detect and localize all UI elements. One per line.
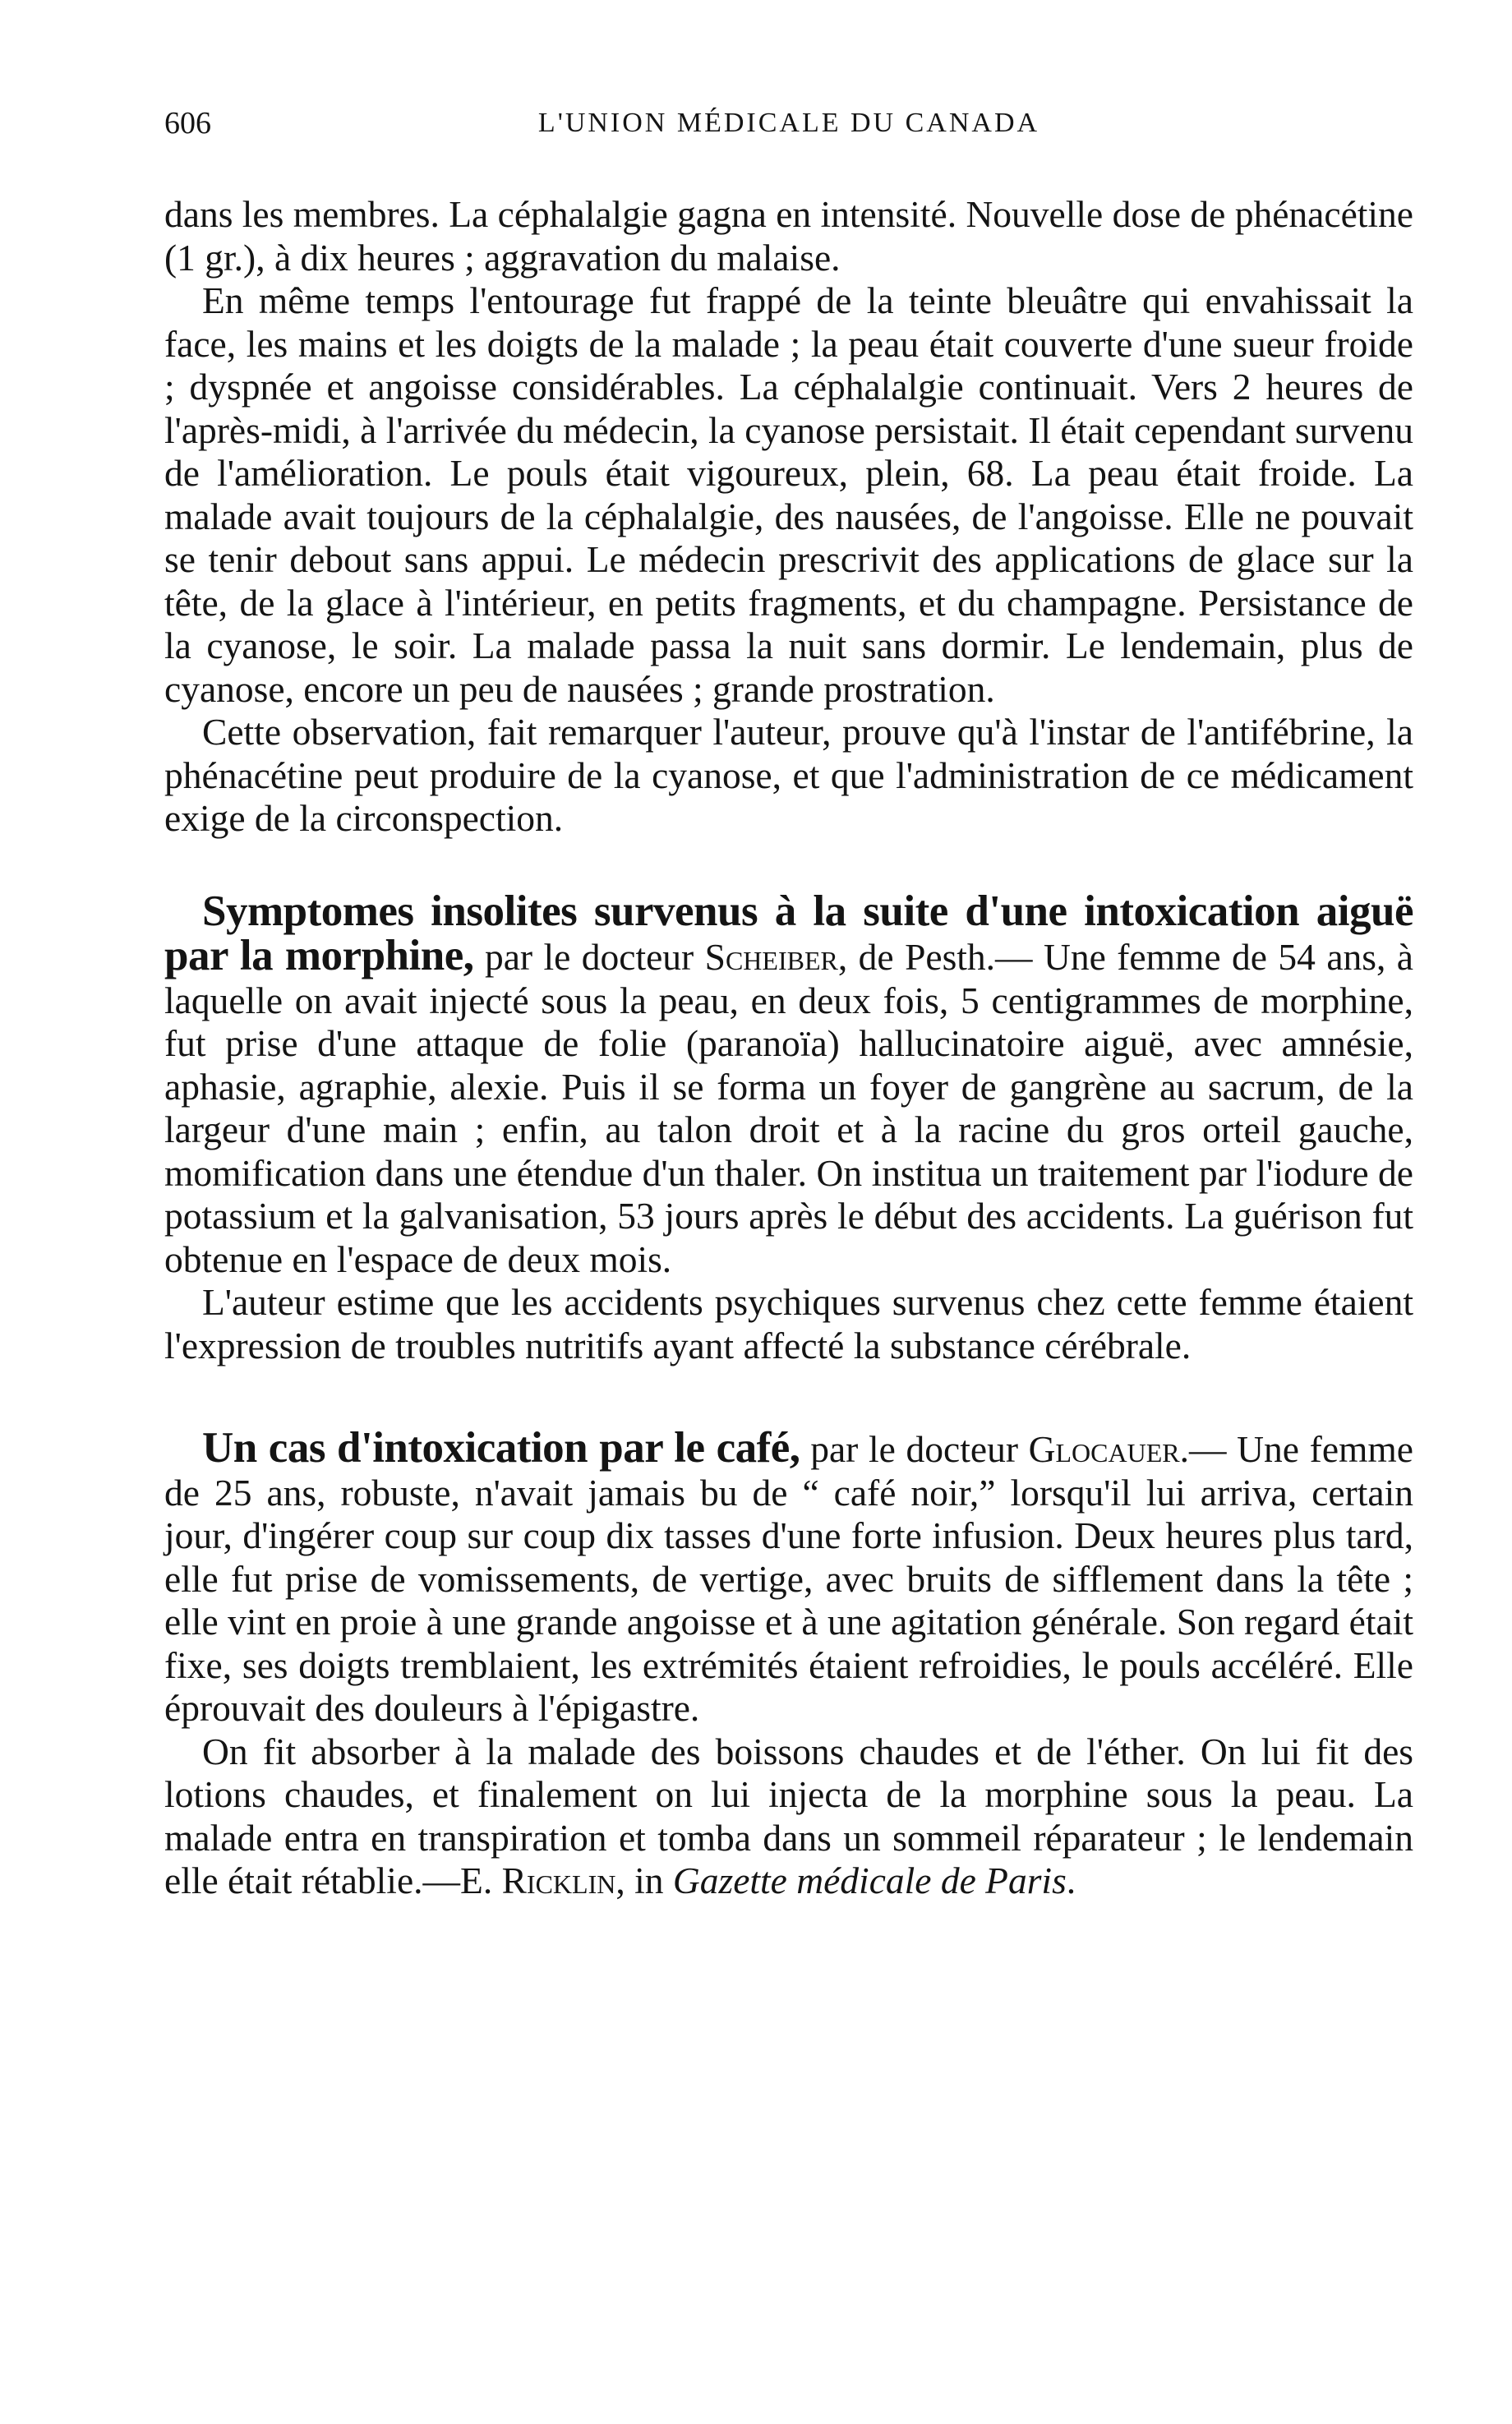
article-heading: Symptomes insolites survenus à la suite d'une intoxication aiguë par la morphine,	[164, 887, 1413, 979]
article-paragraph: L'auteur estime que les accidents psychiques survenus chez cette femme étaient l'expression de troubles nutritifs ayant affecté la substance cérébrale.	[164, 1281, 1413, 1366]
source-in: , in	[615, 1859, 673, 1901]
page	[164, 99, 1413, 1903]
article-body: Une femme de 54 ans, à laquelle on avait injecté sous la peau, en deux fois, 5 centigrammes de morphine, fut prise d'une attaque de folie (paranoïa) hallucinatoire aiguë, avec amnésie, aphasie, agraphie, alexie. Puis il se forma un foyer de gangrène au sacrum, de la largeur d'une main ; enfin, au talon droit et à la racine du gros orteil gauche, momification dans une étendue d'un thaler. On institua un traitement par l'iodure de potassium et la galvanisation, 53 jours après le début des accidents. La guérison fut obtenue en l'espace de deux mois.	[164, 936, 1414, 1280]
article-paragraph	[164, 887, 1414, 1282]
intro-section	[164, 193, 1413, 841]
source-separator: —	[422, 1859, 461, 1901]
intro-paragraph: Cette observation, fait remarquer l'auteur, prouve qu'à l'instar de l'antifébrine, la phénacétine peut produire de la cyanose, et que l'administration de ce médicament exige de la circonspection.	[164, 711, 1413, 839]
source-author: E. Ricklin	[460, 1859, 616, 1901]
page-header	[164, 99, 1413, 148]
article-paragraph	[164, 1426, 1413, 1730]
page-body	[164, 193, 1413, 1903]
byline-place: , de Pesth.—	[837, 936, 1033, 978]
article-body: Une femme de 25 ans, robuste, n'avait jamais bu de “ café noir,” lorsqu'il lui arriva, certain jour, d'ingérer coup sur coup dix tasses d'une forte infusion. Deux heures plus tard, elle fut prise de vomissements, de vertige, avec bruits de sifflement dans la tête ; elle vint en proie à une grande angoisse et à une agitation générale. Son regard était fixe, ses doigts tremblaient, les extrémités étaient refroidies, le pouls accéléré. Elle éprouvait des douleurs à l'épigastre.	[164, 1428, 1413, 1729]
source-journal: Gazette médicale de Paris	[672, 1859, 1067, 1901]
byline-place: .—	[1179, 1428, 1227, 1470]
byline-prefix: par le docteur	[473, 936, 705, 978]
author-name: Glocauer	[1028, 1428, 1180, 1470]
intro-paragraph: En même temps l'entourage fut frappé de la teinte bleuâtre qui envahissait la face, les mains et les doigts de la malade ; la peau était couverte d'une sueur froide ; dyspnée et angoisse considérables. La céphalalgie continuait. Vers 2 heures de l'après-midi, à l'arrivée du médecin, la cyanose persistait. Il était cependant survenu de l'amélioration. Le pouls était vigoureux, plein, 68. La peau était froide. La malade avait toujours de la céphalalgie, des nausées, de l'angoisse. Elle ne pouvait se tenir debout sans appui. Le médecin prescrivit des applications de glace sur la tête, de la glace à l'intérieur, en petits fragments, et du champagne. Persistance de la cyanose, le soir. La malade passa la nuit sans dormir. Le lendemain, plus de cyanose, encore un peu de nausées ; grande prostration.	[164, 279, 1413, 710]
page-number: 606	[164, 106, 211, 141]
article-cafe	[164, 1426, 1413, 1903]
article-paragraph	[164, 1730, 1413, 1903]
article-morphine	[164, 887, 1414, 1368]
byline-prefix: par le docteur	[800, 1428, 1029, 1470]
source-end: .	[1066, 1859, 1076, 1901]
article-heading: Un cas d'intoxication par le café,	[202, 1424, 800, 1472]
article-body: On fit absorber à la malade des boissons chaudes et de l'éther. On lui fit des lotions chaudes, et finalement on lui injecta de la morphine sous la peau. La malade entra en transpiration et tomba dans un sommeil réparateur ; le lendemain elle était rétablie.	[164, 1730, 1413, 1901]
intro-paragraph: dans les membres. La céphalalgie gagna en intensité. Nouvelle dose de phénacétine (1 gr.), à dix heures ; aggravation du malaise.	[164, 193, 1413, 279]
author-name: Scheiber	[704, 936, 838, 978]
running-title: L'UNION MÉDICALE DU CANADA	[537, 108, 1040, 138]
